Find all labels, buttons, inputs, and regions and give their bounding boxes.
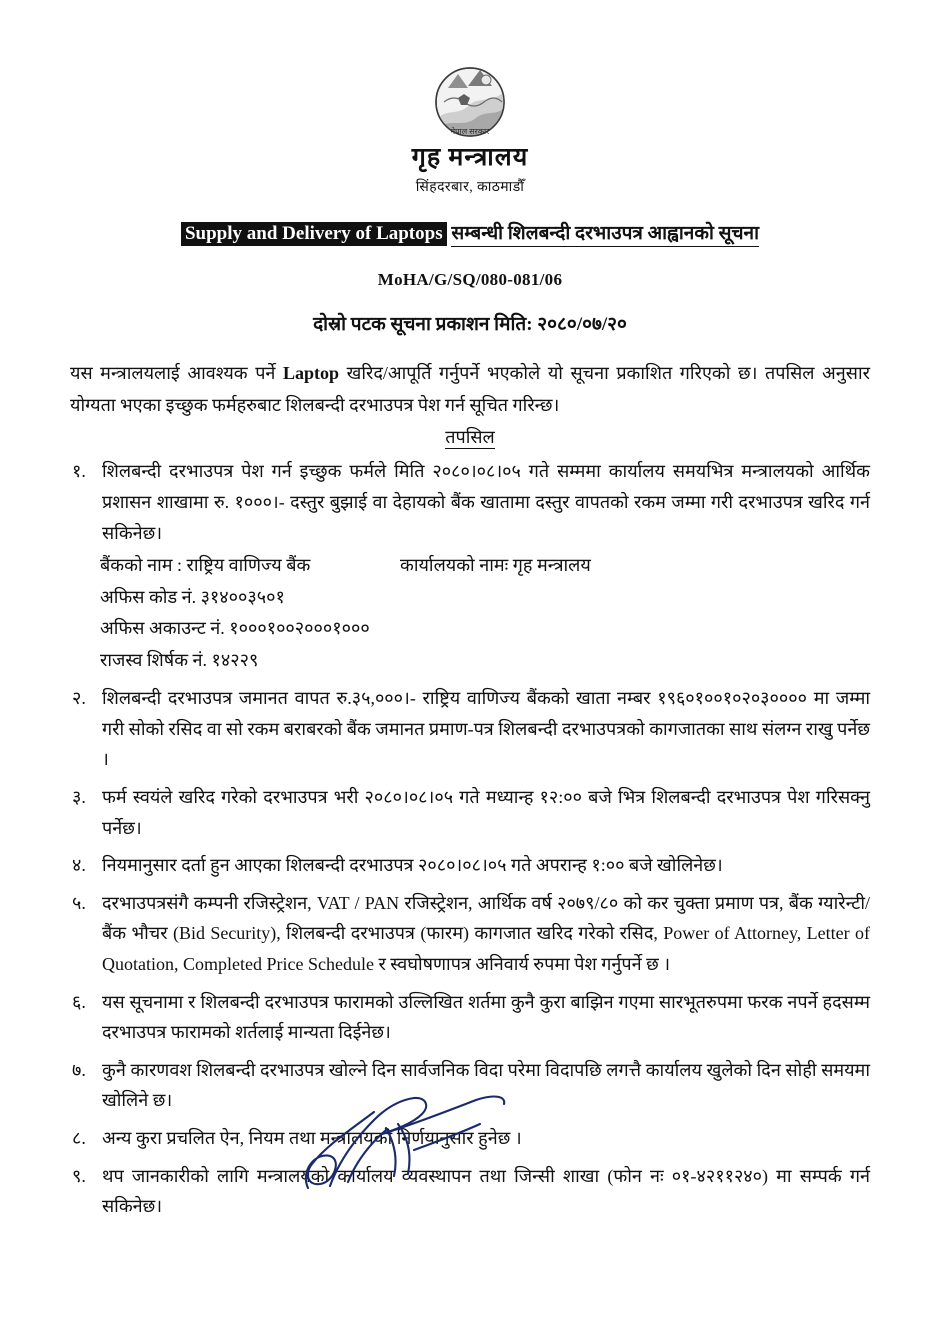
ministry-name: गृह मन्त्रालय [411, 144, 529, 171]
notice-items-list [70, 456, 870, 548]
item-text: दरभाउपत्रसंगै कम्पनी रजिस्ट्रेशन, VAT / PAN रजिस्ट्रेशन, आर्थिक वर्ष २०७९/८० को कर चुक्ता प्रमाण पत्र, बैंक ग्यारेन्टी/बैंक भौचर (Bid Security), शिलबन्दी दरभाउपत्र (फारम) कागजात खरिद गरेको रसिद, Power of Attorney, Letter of Quotation, Completed Price Schedule र स्वघोषणापत्र अनिवार्य रुपमा पेश गर्नुपर्ने छ । [102, 892, 870, 974]
intro-part2: खरिद/आपूर्ति गर्नुपर्ने भएकोले यो सूचना प्रकाशित गरिएको छ। तपसिल अनुसार योग्यता भएका इच्छुक फर्महरुबाट शिलबन्दी दरभाउपत्र पेश गर्न सूचित गरिन्छ। [70, 363, 870, 415]
tapasil-heading [70, 425, 870, 449]
list-item [70, 782, 870, 843]
notice-title [70, 222, 870, 247]
list-item [70, 456, 870, 548]
publication-date: दोस्रो पटक सूचना प्रकाशन मिति: २०८०/०७/२० [313, 314, 627, 336]
nepal-government-emblem-icon [424, 58, 516, 150]
item-text: यस सूचनामा र शिलबन्दी दरभाउपत्र फारामको उल्लिखित शर्तमा कुनै कुरा बाझिन गएमा सारभूतरुपमा फरक नपर्ने हदसम्म दरभाउपत्र फारामको शर्तलाई मान्यता दिईनेछ। [102, 991, 870, 1043]
emblem-block [70, 58, 870, 150]
list-item [70, 683, 870, 775]
bank-detail-row [100, 613, 870, 645]
item-number: १. [72, 461, 86, 482]
tapasil-heading-label: तपसिल [445, 427, 495, 448]
item-text: शिलबन्दी दरभाउपत्र जमानत वापत रु.३५,०००।- राष्ट्रिय वाणिज्य बैंकको खाता नम्बर १९६०१००१०२०३०००० मा जम्मा गरी सोको रसिद वा सो रकम बराबरको बैंक जमानत प्रमाण-पत्र शिलबन्दी दरभाउपत्रको कागजातका साथ संलग्न राखु पर्नेछ । [102, 688, 870, 770]
item-number: ९. [72, 1165, 86, 1186]
bank-details-block [70, 550, 870, 676]
bank-detail-row [100, 582, 870, 614]
item-text: फर्म स्वयंले खरिद गरेको दरभाउपत्र भरी २०८०।०८।०५ गते मध्यान्ह १२:०० बजे भित्र शिलबन्दी दरभाउपत्र पेश गरिसक्नु पर्नेछ। [102, 787, 870, 838]
bank-detail-right [400, 645, 870, 677]
item-number: ६. [72, 991, 86, 1012]
bank-detail-right [400, 582, 870, 614]
list-item [70, 888, 870, 980]
item-text: अन्य कुरा प्रचलित ऐन, नियम तथा मन्त्रालयको निर्णयानुसार हुनेछ । [102, 1127, 522, 1148]
reference-number: MoHA/G/SQ/080-081/06 [377, 270, 563, 290]
item-number: ७. [72, 1059, 86, 1080]
revenue-heading-no: राजस्व शिर्षक नं. १४२२९ [100, 649, 259, 670]
bank-detail-row [100, 550, 870, 582]
bank-detail-row [100, 645, 870, 677]
intro-paragraph [70, 358, 870, 421]
list-item [70, 850, 870, 881]
item-number: ८. [72, 1127, 86, 1148]
item-number: ५. [72, 892, 86, 913]
bank-name: बैंकको नाम : राष्ट्रिय वाणिज्य बैंक [100, 555, 311, 576]
list-item [70, 987, 870, 1048]
item-number: ४. [72, 855, 86, 876]
bank-detail-right [400, 613, 870, 645]
signature-mark [290, 1090, 550, 1210]
svg-text:नेपाल सरकार: नेपाल सरकार [450, 127, 490, 136]
intro-bold-term: Laptop [283, 363, 340, 384]
office-code: अफिस कोड नं. ३१४००३५०१ [100, 586, 285, 607]
item-number: २. [72, 688, 86, 709]
notice-title-highlight: Supply and Delivery of Laptops [181, 222, 447, 246]
item-text: नियमानुसार दर्ता हुन आएका शिलबन्दी दरभाउपत्र २०८०।०८।०५ गते अपरान्ह १:०० बजे खोलिनेछ। [102, 855, 723, 876]
item-text: शिलबन्दी दरभाउपत्र पेश गर्न इच्छुक फर्मले मिति २०८०।०८।०५ गते सम्ममा कार्यालय समयभित्र मन्त्रालयको आर्थिक प्रशासन शाखामा रु. १०००।- दस्तुर बुझाई वा देहायको बैंक खातामा दस्तुर वापतको रकम जम्मा गरी दरभाउपत्र खरिद गर्न सकिनेछ। [102, 461, 870, 543]
ministry-address: सिंहदरबार, काठमाडौँ [415, 179, 525, 195]
notice-title-rest: सम्बन्धी शिलबन्दी दरभाउपत्र आह्वानको सूचना [451, 223, 759, 247]
item-number: ३. [72, 787, 86, 807]
item-text: थप जानकारीको लागि मन्त्रालयको कार्यालय व्यवस्थापन तथा जिन्सी शाखा (फोन नः ०१-४२११२४०) मा सम्पर्क गर्न सकिनेछ। [102, 1165, 870, 1217]
office-name: कार्यालयको नामः गृह मन्त्रालय [400, 555, 591, 576]
item-text: कुनै कारणवश शिलबन्दी दरभाउपत्र खोल्ने दिन सार्वजनिक विदा परेमा विदापछि लगत्तै कार्यालय खुलेको दिन सोही समयमा खोलिने छ। [102, 1059, 870, 1111]
intro-part1: यस मन्त्रालयलाई आवश्यक पर्ने [70, 363, 283, 384]
office-account: अफिस अकाउन्ट नं. १०००१००२०००१००० [100, 618, 370, 639]
